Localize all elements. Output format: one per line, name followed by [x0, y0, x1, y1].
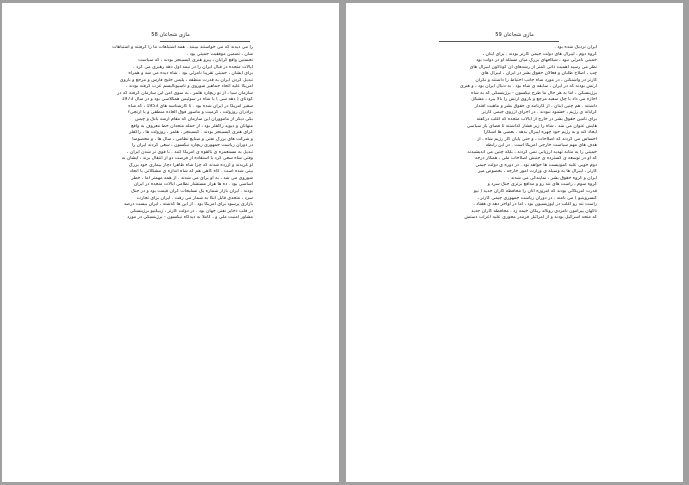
text-line: قدرت آمریکائی بودند که امروزه آنان را محافظه کاران جدید ( نیو [473, 189, 597, 195]
page-body-right [430, 45, 597, 222]
text-line: که متحد اسرائیل بودند و از امرائیل فرمدر محوری علیه اعراب دستش [464, 215, 597, 221]
text-line: نخستین واقع گرایان ، پیرو هنری کیسینجر بودند ، که سیاست [138, 58, 253, 64]
text-line: ناگهان پیرامون نامزدی رونالد ریگان خیمه زد . محافظه کاران جدید [471, 208, 597, 214]
text-line: بکی دیگر از مامووران این سازمان که مقام ارشد بانک و چیس [135, 117, 253, 123]
text-line: گروه دوم ، لیبرال های دولت جیمی کارتر بودند . برای اینان ، [482, 51, 597, 57]
right-page [346, 3, 683, 482]
text-line: وقتی شاه سعی کرد با استفاده از فرصت دو از انتقال بزند ، ایشان به [121, 156, 253, 162]
page-header-right: 59 مازی شجاعان [495, 32, 534, 38]
text-line: شان ، تضمین موفقیت حمیتی بود . [186, 51, 253, 57]
text-line: خمینی را به مثابه تهدید ارزیابی نمی کردند ، بلکه چنین می اندیشیدند [467, 149, 597, 155]
left-page [2, 3, 339, 482]
text-line: کودتای ( دهه سی ) با شاه در سوئیس همکلاسی بود و در سال 1973 [121, 97, 253, 103]
text-line: هدف های مهم سیاست خارجی آمریکا است . در این رابطه [485, 143, 597, 149]
text-line: بینی شده است . گاه گاهی هم که شاه اندازه ی مشکلاتی با اتحاد [129, 169, 253, 175]
text-line: ایالات متحده در قبال ایران را در نیمه اول دهه رهبری می کرد . [133, 64, 253, 70]
text-line: احساس می کردند که اصلاحات ، و حتی پایان کار رژیم شاه ، از [477, 136, 597, 142]
text-line: گروه سوم ، راست های تند رو و مدافع برتری جنگ سرد و [487, 182, 597, 188]
text-line: و شرکت های بزرگ نفتی و صنایع نظامی ، سال ها ، و مخصوصاً [132, 136, 253, 142]
text-line: گرایانه ی رژیم ، خشنود نبودند . در اجرای ارزوی جیمی کارتر [482, 110, 597, 116]
text-line: نظر می رسید اهمیت ذاتی کمتر از رشدهای آن گوناگون لیبرال های [469, 64, 597, 70]
text-line: بازاری پرسود برای آمریکا بود . از این ها گذشته ، ایران بیست درصد [123, 202, 253, 208]
text-line: گرای هنری کیسینجر بودند . کیسینجر ، هلمز ، روزولت ها ، راکفلر [128, 130, 253, 136]
text-line: برژینسکی ، اما به هر حال ما طرح نیکسون - برژینسکی که به شاه [471, 90, 597, 96]
text-line: راست تند رو اغلب در اپوزیسیون بود ، اما در اواخر دهه ی هفتاد ، [473, 202, 597, 208]
text-line: سفیر آمریکا در ایران شده بود . تا کارشناسه های 1953 ، که شاه [128, 103, 253, 109]
header-rule-right [439, 41, 559, 42]
text-line: کنسرویتیو ) می نامند . در دوران ریاست جمهوری جیمی کارتر ، [477, 195, 597, 201]
text-line: چپ ، اصلاح طلبان و فعالان حقوق بشر در ایران ، لیبرال های [481, 71, 597, 77]
text-line: هایش عنوان می شد ، شاه را زیر فشار گذاشتند تا فضای باز سیاسی [466, 123, 597, 129]
text-line: ایران و گروه حقوق بشر ، نمایندگی می شدند . [507, 175, 597, 181]
page-header-left: 58 مازی شجاعان [151, 32, 190, 38]
text-line: برای ایشان ، حمیتی تقریباً نامرئی بود . شاه دیده می شد و همراه [128, 71, 253, 77]
text-line: آمریکا علیه اتحاد جماهیر شوروی و ناسیونالیسم عرب گرفته بودند . [126, 84, 253, 90]
text-line: ارتش بودند که در ایران ، سابقه ی شاه بود . به دنبال ایران بود ، و هنری [460, 84, 597, 90]
header-rule-left [160, 41, 250, 42]
page-body-left [86, 45, 253, 222]
text-line: منهاتان و دیوید راکفلر بود ، از حمله متحدان خط معروف به واقع [131, 123, 253, 129]
text-line: در قلب ذخایر نفتی جهان بود . در دولت کارتر ، زبیگنیو برژینسکی [129, 208, 253, 214]
text-line: در دوران ریاست جمهوری ریچارد نیکسون ، سعی کردند ایران را [131, 143, 253, 149]
text-line: ایجاد کند و به رژیم خود چهره لیبرال بدهد . بعضی ها آشکارا [483, 130, 597, 136]
text-line: تبدیل به مستعمره ی بالقوه ی آمریکا کنند . با قوی تر شدن ایران ، [127, 149, 253, 155]
text-line: داشتند . هم چنین اینان ، از کارنامه ی حقوق بشر و ماهیت اقتدار [474, 103, 597, 109]
text-line: برای تامین حقوق بشر در خارج از ایالات متحده که اغلب درگفته [476, 117, 597, 123]
text-line: کارتر در واشنگتن ، در مورد شاه جانب احتیاط را داشتند و نگران [475, 77, 597, 83]
text-line: را می دیدند که می خواستند ببینند . همه اشتباهات ما را گرفتند و اشتباهات [112, 45, 253, 50]
text-line: اساسی بود . ده ها هزار مستشار نظامی ایالات متحده در ایران [133, 182, 253, 188]
text-line: برادران روزولت ، کرمیت و ماسور فوق العاده منطقی و با ارتجیء [127, 110, 253, 116]
text-line: دوم خوبی علیه کمونیست ها خواهد بود . در دوره ی دولت جیمی [475, 162, 597, 168]
text-line: ایران نزدیک شده بود . [554, 45, 597, 50]
text-line: که او در توسعه ی گسترده ی جنبش اصلاحات ملی ، همکار درجه [474, 156, 597, 162]
text-line: او غریدند و آزرده شدند که چرا شاه ظاهراً دچار بیماری خود بزرگ [128, 162, 253, 168]
text-line: سرد ، متحدی قابل اتکا به شمار می رفت . ایران برای تجارت [136, 195, 253, 201]
text-line: شوروی می شد ، به او برای می شدند . از همه مهمتر اما ، خطر [131, 175, 253, 181]
text-line: خمینی نامرئی نبود ، شکافهای بزرگ میان مسئله او در دولت بود [476, 58, 597, 64]
text-line: مشاور امنیت ملی و ، کاملا به دیدگاه نیکسون - برژینسکی در مورد [127, 215, 253, 221]
text-line: کارتر ، لیبرال ها به وسیله ی وزارت امور خارجه ، بخصوص میز [478, 169, 597, 175]
text-line: بودند . ایران بازار شماره یک تسلیحات گران قیمت بود و در جنگ [130, 189, 253, 195]
text-line: اجازه می داد با چک سفید مرجع و باروی ارتش را بالا ببرد ، مشکل [471, 97, 597, 103]
text-line: تبدیل کردن ایران به قدرت منطقه ، پلیس خلیج فارس و مرجع و باروی [119, 77, 253, 83]
text-line: سازمان سیا ، از نو ریچارد هلمز ، به سوی امن این سازمان گرفته که در [117, 90, 253, 96]
